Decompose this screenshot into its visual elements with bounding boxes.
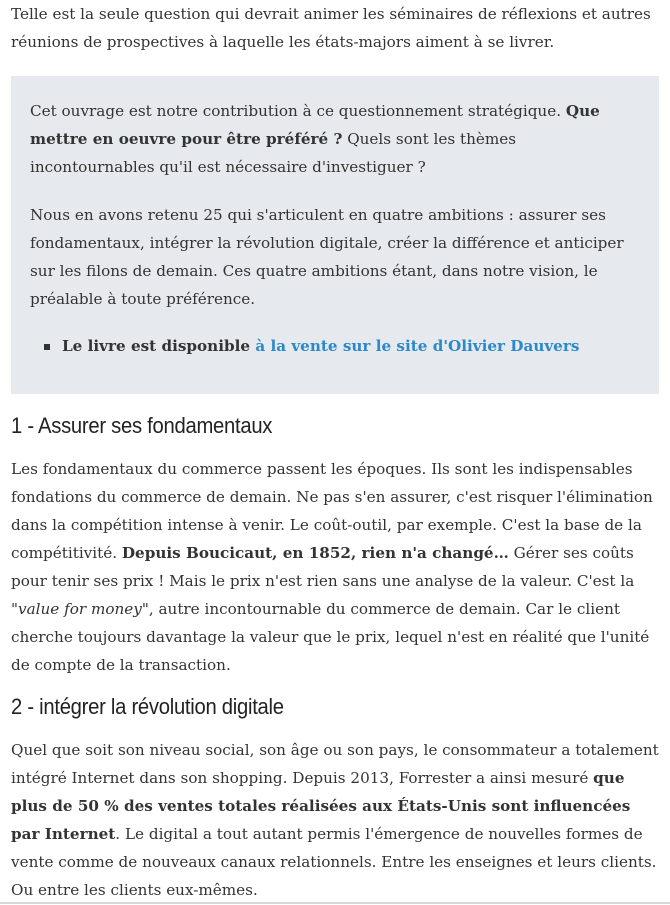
callout-paragraph-2: Nous en avons retenu 25 qui s'articulent en quatre ambitions : assurer ses fondamentaux, intégrer la révolution digitale, créer la différence et anticiper sur les filons de demain. Ces quatre ambitions étant, dans notre vision, le préalable à toute préférence. <box>30 206 624 308</box>
section-2-bold: que plus de 50 % des ventes totales réalisées aux États-Unis sont influencées par Internet <box>11 769 631 843</box>
callout-text: Cet ouvrage est notre contribution à ce questionnement stratégique. <box>30 102 566 120</box>
section-2-paragraph <box>11 736 661 904</box>
callout-question: Que mettre en oeuvre pour être préféré ? <box>30 102 600 148</box>
section-1-text-b: Gérer ses coûts pour tenir ses prix ! Mais le prix n'est rien sans une analyse de la valeur. C'est la " <box>11 544 635 618</box>
callout-box <box>11 76 659 394</box>
section-1-text-a: Les fondamentaux du commerce passent les époques. Ils sont les indispensables fondations du commerce de demain. Ne pas s'en assurer, c'est risquer l'élimination dans la compétition intense à venir. Le coût-outil, par exemple. C'est la base de la compétitivité. <box>11 460 653 562</box>
callout-paragraph-1 <box>30 97 645 181</box>
section-1-italic: value for money <box>18 600 142 618</box>
callout-text-rest: Quels sont les thèmes incontournables qu'il est nécessaire d'investiguer ? <box>30 130 517 176</box>
callout-list <box>44 332 644 360</box>
section-1-paragraph <box>11 455 661 679</box>
section-2-text-b: . Le digital a tout autant permis l'émergence de nouvelles formes de vente comme de nouveaux canaux relationnels. Entre les enseignes et leurs clients. Ou entre les clients eux-mêmes. <box>11 825 657 899</box>
bullet-bold-text: Le livre est disponible <box>62 337 256 355</box>
sale-link[interactable]: à la vente sur le site d'Olivier Dauvers <box>255 337 580 355</box>
section-heading-2: 2 - intégrer la révolution digitale <box>11 694 284 719</box>
section-heading-1: 1 - Assurer ses fondamentaux <box>11 413 273 438</box>
section-2-text-a: Quel que soit son niveau social, son âge ou son pays, le consommateur a totalement intégré Internet dans son shopping. Depuis 2013, Forrester a ainsi mesuré <box>11 741 659 787</box>
section-1-text-c: ", autre incontournable du commerce de demain. Car le client cherche toujours davantage la valeur que le prix, lequel n'est en réalité que l'unité de compte de la transaction. <box>11 600 650 674</box>
section-1-bold: Depuis Boucicaut, en 1852, rien n'a changé… <box>121 544 509 562</box>
intro-paragraph: Telle est la seule question qui devrait animer les séminaires de réflexions et autres réunions de prospectives à laquelle les états-majors aiment à se livrer. <box>11 5 651 51</box>
square-bullet-icon <box>44 344 50 350</box>
list-item <box>44 332 644 360</box>
divider <box>0 902 670 904</box>
